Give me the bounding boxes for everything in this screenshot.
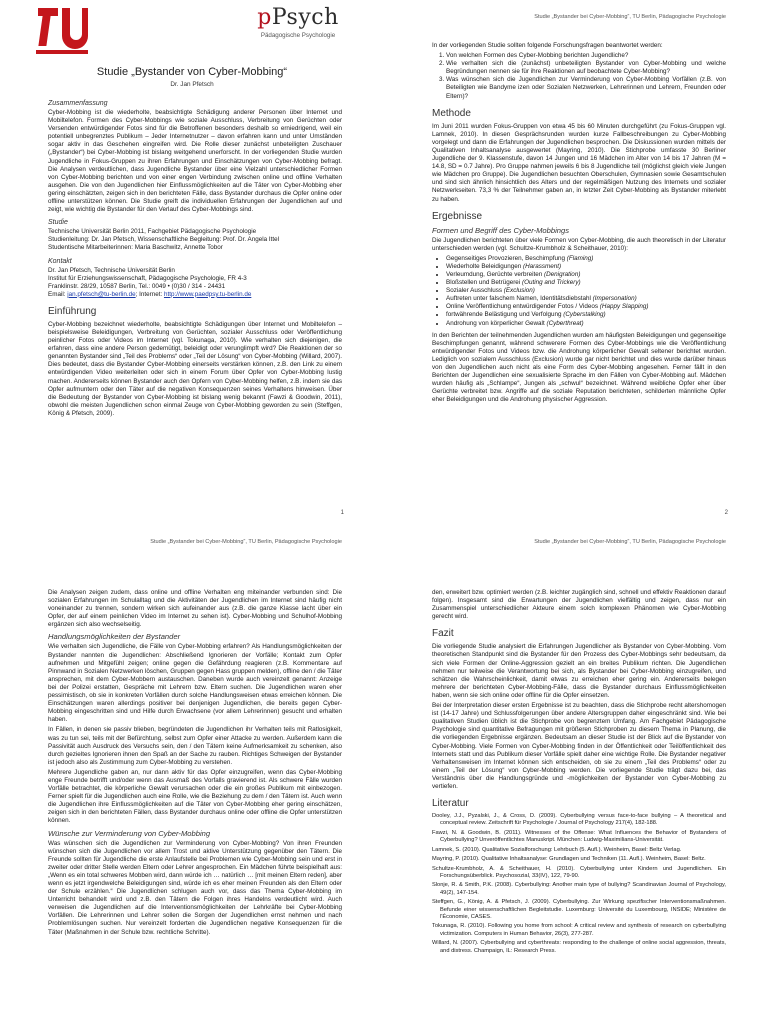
page-3 (0, 525, 384, 1024)
reference-entry: Fawzi, N. & Goodwin, B. (2011). Witnesses of the Offense: What Influences the Behavior of Bystanders of Cyberbullying? Unveröffentlichtes Manuskript. München: Ludwig-Maximilians-Universität. (432, 829, 726, 844)
reference-entry: Willard, N. (2007). Cyberbullying and cyberthreats: responding to the challenge of online social aggression, threats, and distress. Champaign, IL: Research Press. (432, 940, 726, 954)
email-prefix: Email: (48, 290, 68, 298)
reference-entry: Steffgen, G., König, A. & Pfetsch, J. (2009). Cyberbullying. Zur Wirkung spezifischer Interventionsmaßnahmen. Befunde einer wissenschaftlichen Begleitstudie. Luxemburg: Université du Luxembourg, INSIDE; Ministère de l'Économie, CASES. (432, 899, 726, 920)
page-2-body (432, 42, 726, 406)
zusammenfassung-text: Cyber-Mobbing ist die wiederholte, beabsichtigte Schädigung anderer Personen über Internet und Mobiltelefon. Formen des Cyber-Mobbings wie soziale Ausschluss, Verbreitung von Gerüchten oder Versenden entwürdigender Fotos sind für die Betroffenen besonders deshalb so erniedrigend, weil ein potentiell unbegrenztes Publikum – Jeder Internetnutzer – davon erfahren kann und unter Umständen sogar aktiv in das Geschehen eingreifen wird. Die Rolle dieser zunächst unbeteiligten Zuschauer („Bystander“) bei Cyber-Mobbing ist bislang weitgehend unerforscht. In der vorliegenden Studie wurden Jugendliche in Fokus-Gruppen zu ihren Erfahrungen und Einschätzungen von Cyber-Mobbing befragt. Die Analysen verdeutlichen, dass Jugendliche Bystander über eine Vielzahl unterschiedlicher Formen von Cyber-Mobbing berichten und von einer engen Verbindung zwischen online und offline Verhalten ausgehen. Die von den Jugendlichen hier Einflussmöglichkeiten auf die Täter von Cyber-Mobbing eher gering einschätzten, zeigen sich in den berichteten Fälle, dass Bystander durchaus die Opfer online oder offline unterstützen können. Die Studie greift die individuellen Erfahrungen der Jugendlichen auf und zeigt, wie wichtig die Bystander für den Verlauf des Cyber-Mobbings sind. (48, 109, 342, 214)
formen-list-item: • Verleumdung, Gerüchte verbreiten (Denigration) (446, 271, 726, 279)
page-number: 1 (340, 510, 344, 516)
fazit-heading: Fazit (432, 628, 454, 640)
literatur-heading: Literatur (432, 798, 469, 810)
formen-text: In den Berichten der teilnehmenden Jugendlichen wurden am häufigsten Beleidigungen und gegenseitige Beschimpfungen genannt, während schwerere Formen des Cyber-Mobbings wie die Veröffentlichung entwürdigender Fotos und Videos bzw. die Androhung körperlicher Gewalt seltener berichtet wurden. Lediglich von sozialem Ausschluss (Exclusion) wurde gar nicht berichtet und dies wurde darüber hinaus von den Jugendlichen auch nicht als eine Form des Cyber-Mobbing angesehen. Ferner fällt in den Berichten der Jugendlichen eine sexualisierte Sprache im den Fällen von Cyber-Mobbing auf. Mädchen wurden häufig als „Schlampe“, Jungen als „schwul“ bezeichnet. Während weibliche Opfer eher über Gerüchte verbreitet bzw. Angriffe auf die soziale Reputation berichteten, schilderten männliche Opfer eher Beleidigungen und die Androhung physischer Aggression. (432, 331, 726, 404)
page-2 (384, 0, 768, 525)
reference-entry: Slonje, R. & Smith, P.K. (2008). Cyberbullying: Another main type of bullying? Scandinavian Journal of Psychology, 49(2), 147-154. (432, 882, 726, 896)
formen-list-item: • Gegenseitiges Provozieren, Beschimpfung (Flaming) (446, 255, 726, 263)
kontakt-contact-line (48, 291, 342, 299)
kontakt-heading: Kontakt (48, 257, 72, 265)
formen-intro: Die Jugendlichen berichteten über viele Formen von Cyber-Mobbing, die auch theoretisch in der Literatur unterschieden werden (vgl. Schultze-Krumbholz & Scheithauer, 2010): (432, 236, 726, 252)
research-questions-intro: In der vorliegenden Studie sollten folgende Forschungsfragen beantwortet werden: (432, 42, 663, 49)
reference-entry: Tokunaga, R. (2010). Following you home from school: A critical review and synthesis of research on cyberbullying victimization. Computers in Human Behavior, 26(3), 277-287. (432, 923, 726, 937)
email-link[interactable]: jan.pfetsch@tu-berlin.de (67, 290, 136, 298)
tu-berlin-logo (36, 6, 88, 56)
kontakt-line: Institut für Erziehungswissenschaft, Pädagogische Psychologie, FR 4-3 (48, 274, 247, 282)
website-link[interactable]: http://www.paedpsy.tu-berlin.de (163, 290, 252, 298)
formen-list-item: • Auftreten unter falschem Namen, Identitätsdiebstahl (Impersonation) (446, 295, 726, 303)
formen-list-item: • Androhung von körperlicher Gewalt (Cyberthreat) (446, 320, 726, 328)
research-question: 3. Was wünschen sich die Jugendlichen zur Verminderung von Cyber-Mobbing Vorfällen (z.B. von Beteiligten wie Bandyme izen oder Sozialen Netzwerken, Lehrerinnen und Lehrern, Freunden oder Eltern)? (446, 76, 726, 100)
kontakt-line: Dr. Jan Pfetsch, Technische Universität Berlin (48, 266, 175, 274)
reference-entry: Mayring, P. (2010). Qualitative Inhaltsanalyse: Grundlagen und Techniken (11. Aufl.). Weinheim, Basel: Beltz. (432, 856, 706, 863)
research-questions-list (432, 52, 726, 101)
kontakt-line: Franklinstr. 28/29, 10587 Berlin, Tel.: 0049 • (0)30 / 314 - 24431 (48, 282, 226, 290)
einfuehrung-heading: Einführung (48, 305, 97, 317)
handlung-text: Wie verhalten sich Jugendliche, die Fälle von Cyber-Mobbing erfahren? Als Handlungsmöglichkeiten der Bystander nannten die Jugendlichen: Abschließend Ignorieren der Vorfälle; Kontakt zum Opfer aufnehmen und Mitgefühl zeigen; online gegen die Gefährdung reagieren (z.B. Kommentare auf Pinnwand in Sozialen Netzwerken löschen, Gruppen gegen Hass gruppen melden), offline den / die Täter ansprechen, mit dem Cyber-Mobbern austauschen. Daneben wurde auch vereinzelt genannt: Anzeige bei der Polizei erstatten, Gespräche mit Lehrern bzw. Eltern suchen. Die Jugendlichen waren eher pessimistisch, ob sie in konkreten Vorfällen durch solche Handlungsweisen etwas erreichen können. Die Einschätzungen waren allerdings positiver bei denjenigen Jugendlichen, die bereits gegen Cyber-Mobbing eingeschritten sind und Hilfe durch Erwachsene (vor allem Lehrerinnen) gesucht und erhalten haben. (48, 643, 342, 724)
handlung-heading: Handlungsmöglichkeiten der Bystander (48, 632, 181, 642)
page-4-body (432, 589, 726, 957)
zusammenfassung-heading: Zusammenfassung (48, 100, 108, 107)
studie-heading: Studie (48, 219, 68, 227)
studie-line: Studentische Mitarbeiterinnen: Maria Baschwitz, Annette Tobor (48, 244, 223, 252)
formen-list (432, 255, 726, 328)
paedpsych-logo (248, 6, 348, 52)
paedpsych-logo-subtitle: Pädagogische Psychologie (260, 32, 336, 39)
wuensche-continued-text: den, erweitert bzw. optimiert werden (z.B. leichter zugänglich sind, schnell und effektiv Reaktionen darauf folgen). Insgesamt sind die Erwartungen der Jugendlichen vielfältig und zeigen, dass nur ein Zusammenspiel unterschiedlicher Akteure einem solch komplexen Phänomen wie Cyber-Mobbing gerecht wird. (432, 589, 726, 621)
running-head: Studie „Bystander bei Cyber-Mobbing“, TU Berlin, Pädagogische Psychologie (534, 539, 726, 545)
formen-list-item: • fortwährende Belästigung und Verfolgung (Cyberstalking) (446, 311, 726, 319)
page-number: 2 (724, 510, 728, 516)
page-4 (384, 525, 768, 1024)
research-question: 1. Von welchen Formen des Cyber-Mobbing berichten Jugendliche? (446, 52, 726, 60)
formen-list-item: • Bloßstellen und Betrügerei (Outing and Trickery) (446, 279, 726, 287)
page-1 (0, 0, 384, 525)
handlung-text: Mehrere Jugendliche gaben an, nur dann aktiv für das Opfer einzugreifen, wenn das Cyber-Mobbing enge Freunde betrifft und/oder wenn das Ausmaß des Vorfalls gravierend ist. Als schwere Fälle wurden Vorfälle betrachtet, die körperliche Gewalt verursachen oder die ein großes Publikum mit einbezogen. Ferner spielt für die Jugendlichen auch eine Rolle, wie die Beziehung zu dem / den Tätern ist. Auch wenn die Jugendlichen ihre Einflussmöglichkeiten auf die Täter von Cyber-Mobbing eher gering einschätzen, zeigen sich in den berichteten Fällen, dass Bystander durchaus online oder offline die Opfer unterstützen können. (48, 768, 342, 825)
online-offline-text: Die Analysen zeigen zudem, dass online und offline Verhalten eng miteinander verbunden sind: Die sozialen Erfahrungen im Schulalltag und die Aktivitäten der Jugendlichen im Internet sind häufig nicht voneinander zu trennen, sondern wirken sich aufeinander aus (z.B. die ganze Klasse lacht über ein Opfer, der auf einem peinlichen Video im Internet zu sehen ist). Cyber-Mobbing und Schulhof-Mobbing ergänzen sich also wechselseitig. (48, 589, 342, 629)
ergebnisse-heading: Ergebnisse (432, 210, 483, 222)
page-1-body (48, 95, 342, 420)
methode-heading: Methode (432, 107, 471, 119)
fazit-text: Bei der Interpretation dieser ersten Ergebnisse ist zu beachten, dass die Stichprobe recht altershomogen ist (14-17 Jahre) und Schlussfolgerungen über andere Altersgruppen daher eingeschränkt sind. Wie bei qualitativen Studien üblich ist die Stichprobe von begrenztem Umfang. Am Fachgebiet Pädagogische Psychologie sind quantitative Befragungen mit größeren Stichproben zu diesem Thema in Planung, die die vorliegenden Ergebnisse ergänzen. Bedeutsam an dieser Studie ist der Blick auf die Bystander von Cyber-Mobbing. Viele Formen von Cyber-Mobbing finden in der Öffentlichkeit oder Teilöffentlichkeit des Internets statt und das Publikum dieser Vorfälle spielt daher eine wichtige Rolle. Die Bystander negativer Verhaltensweisen im Internet können sich entscheiden, ob sie zu einem „Teil des Problems“ oder zu einem „Teil der Lösung“ von Cyber-Mobbing werden. Die vorliegende Studie trägt dazu bei, das Verständnis über die Handlungsgründe und -möglichkeiten der Bystander von Cyber-Mobbing zu vertiefen. (432, 702, 726, 790)
research-question: 2. Wie verhalten sich die (zunächst) unbeteiligten Bystander von Cyber-Mobbing und welche Begründungen nennen sie für ihre Reaktionen auf beobachtete Cyber-Mobbing? (446, 60, 726, 76)
document-title: Studie „Bystander von Cyber-Mobbing“ (96, 66, 288, 78)
reference-entry: Schultze-Krumbholz, A. & Scheithauer, H. (2010). Cyberbullying unter Kindern und Jugendlichen. Ein Forschungsüberblick. Psychosozial, 33(IV), 122, 79-90. (432, 865, 726, 879)
formen-list-item: • Wiederholte Beleidigungen (Harassment) (446, 263, 726, 271)
fazit-text: Die vorliegende Studie analysiert die Erfahrungen Jugendlicher als Bystander von Cyber-Mobbing. Vom theoretischen Standpunkt sind die Bystander für den Prozess des Cyber-Mobbings sehr bedeutsam, da sich viele Formen der Online-Aggression gezielt an ein breites Publikum richten. Die Jugendlichen nehmen nur teilweise die Verantwortung bei sich, als Bystander bei Cyber-Mobbing einzugreifen, und schätzen die Wahrscheinlichkeit, damit etwas zu erreichen eher gering ein. Andererseits belegen mehrere der berichteten Cyber-Mobbing-Fälle, dass die Bystander durchaus Einflussmöglichkeiten haben, wenn sie sich online oder offline für die Opfer einsetzen. (432, 643, 726, 699)
studie-line: Studienleitung: Dr. Jan Pfetsch, Wissenschaftliche Begleitung: Prof. Dr. Angela Ittel (48, 236, 280, 244)
paedpsych-logo-word: pPsych (257, 5, 339, 30)
handlung-text: In Fällen, in denen sie passiv blieben, begründeten die Jugendlichen ihr Verhalten teils mit Ratlosigkeit, was zu tun sei, teils mit der Befürchtung, selbst zum Opfer einer Attacke zu werden. Außerdem kann die Passivität auch Ausdruck des Versuchs sein, den / den Tätern keine Aufmerksamkeit zu schenken, also durch gezieltes Ignorieren ihnen den Spaß an der Sache zu rauben. Richtiges Schweigen der Bystander ist jedoch also als Zustimmung zum Cyber-Mobbing zu verstehen. (48, 726, 342, 766)
running-head: Studie „Bystander bei Cyber-Mobbing“, TU Berlin, Pädagogische Psychologie (534, 14, 726, 20)
page-3-body (48, 589, 342, 939)
document-author: Dr. Jan Pfetsch (170, 81, 214, 88)
reference-entry: Lamnek, S. (2010). Qualitative Sozialforschung: Lehrbuch (5. Aufl.). Weinheim, Basel: Beltz Verlag. (432, 846, 682, 853)
formen-list-item: • Online Veröffentlichung entwürdigender Fotos / Videos (Happy Slapping) (446, 303, 726, 311)
reference-entry: Dooley, J.J., Pyzalski, J., & Cross, D. (2009). Cyberbullying versus face-to-face bullying – A theoretical and conceptual review. Zeitschrift für Psychologie / Journal of Psychology 217(4), 182-188. (432, 813, 726, 827)
wuensche-heading: Wünsche zur Verminderung von Cyber-Mobbing (48, 828, 211, 838)
methode-text: Im Juni 2011 wurden Fokus-Gruppen von etwa 45 bis 60 Minuten durchgeführt (zu Fokus-Gruppen vgl. Lamnek, 2010). In diesen Gesprächsrunden wurden kurze Fallbeschreibungen zu Cyber-Mobbing vorgelegt und dann die Erfahrungen der Jugendlichen besprochen. Die Diskussionen wurden mittels der Qualitativen Inhaltsanalyse ausgewertet (Mayring, 2010). Die Stichprobe umfasste 30 Berliner Jugendliche der 9. Klassenstufe, davon 14 Jungen und 16 Mädchen im Alter von 14 bis 17 Jahren (M = 14.8, SD = 0.7 Jahre). Pro Gruppe nahmen jeweils 6 bis 8 Jugendliche teil (möglichst gleich viele Jungen wie Mädchen pro Gruppe). Die Jugendlichen besuchten Oberschulen, Gymnasien sowie Gesamtschulen und sind sich ähnlich hinsichtlich des Alters und der regelmäßigen Nutzung des Internets und sozialer Netzwerkseiten. 73,3 % der Teilnehmer gaben an, in letzter Zeit Cyber-Mobbing als Bystander miterlebt zu haben. (432, 122, 726, 203)
studie-line: Technische Universität Berlin 2011, Fachgebiet Pädagogische Psychologie (48, 228, 257, 236)
wuensche-text: Was wünschen sich die Jugendlichen zur Verminderung von Cyber-Mobbing? Von ihren Freunden wünschen sich die Jugendlichen vor allem Trost und aktive Unterstützung gegenüber den Tätern. Die Freunde sollten für Jugendliche die erste Anlaufstelle bei Problemen wie Cyber-Mobbing sein und erst in zweiter oder dritter Stelle werden Eltern oder Lehrer angesprochen. Ein Mädchen führte beispielhaft aus: „Wenn es ein total schweres Mobben wird, dann würde ich … natürlich … [mit meinen Eltern reden], aber wenn es jetzt irgendwelche Beleidigungen sind, würde ich es eher meinen Freunden als den Eltern oder der Schule erzählen.“ Die Jugendlichen schlugen auch vor, dass das Thema Cyber-Mobbing im Unterricht behandelt wird und z.B. den Tätern die Folgen ihres Handelns verdeutlicht wird. Auch verweisen die Jugendlichen auf die Interventionsmöglichkeiten der Lehrkräfte bei Cyber-Mobbing Vorfällen. Die Lehrerinnen und Lehrer sollen die Sorgen der Jugendlichen ernst nehmen und nach Problemlösungen suchen. Nur vereinzelt forderten die Jugendlichen negative Konsequenzen für die Täter (Maßnahmen in der Schule bzw. rechtliche Schritte). (48, 839, 342, 936)
internet-prefix: ; Internet: (135, 290, 164, 298)
formen-list-item: • Sozialer Ausschluss (Exclusion) (446, 287, 726, 295)
running-head: Studie „Bystander bei Cyber-Mobbing“, TU Berlin, Pädagogische Psychologie (150, 539, 342, 545)
einfuehrung-text: Cyber-Mobbing bezeichnet wiederholte, beabsichtigte Schädigungen über Internet und Mobiltelefon – beispielsweise Beleidigungen, Verbreitung von Gerüchten, sozialer Ausschluss oder Veröffentlichung peinlicher Fotos oder Videos im Internet (vgl. Tokunaga, 2010). Wie verhalten sich diejenigen, die erfahren, dass eine andere Person gedemütigt, beleidigt oder verunglimpft wird? Die Reaktionen der so genannten Bystander sind „Teil des Problems“ oder „Teil der Lösung“ von Cyber-Mobbing (Willard, 2007). Dies bedeutet, dass die Bystander Cyber-Mobbing einerseits verstärken können, z.B. den Link zu einem entwürdigenden Video weiterleiten oder sich in einem Forum über Opfer von Cyber-Mobbing lustig machen. Andererseits können Bystander auch den Opfern von Cyber-Mobbing helfen, z.B. indem sie das Opfer aufmuntern oder den Täter auf die negativen Konsequenzen seines Verhaltens hinweisen. Über die Bedeutung der Bystander von Cyber-Mobbing ist bislang wenig bekannt (Fawzi & Goodwin, 2011), obwohl die meisten Jugendlichen schon einmal Zeuge von Cyber-Mobbing geworden zu sein (Steffgen, König & Pfetsch, 2009). (48, 320, 342, 417)
formen-heading: Formen und Begriff des Cyber-Mobbings (432, 225, 570, 235)
